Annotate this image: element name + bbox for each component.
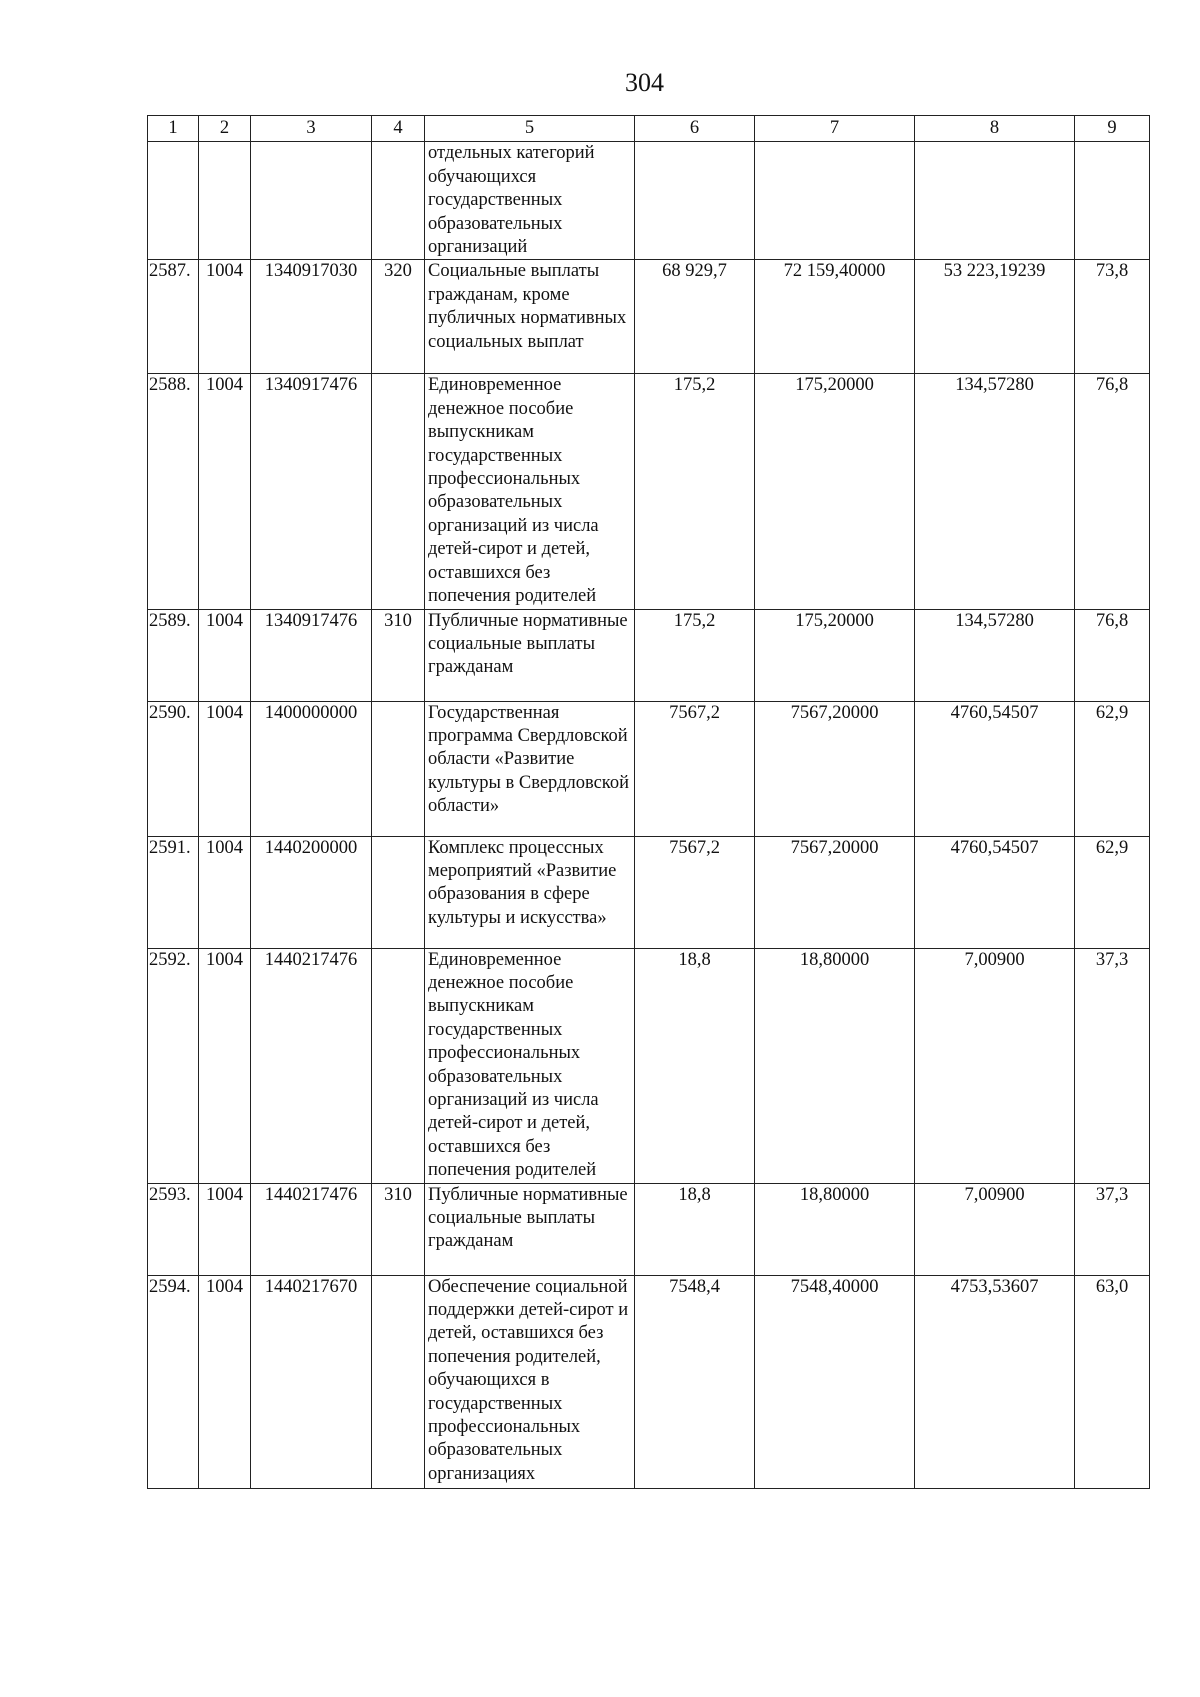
target-code-cell: 1440217476 [251, 1183, 372, 1275]
percent-executed-cell: 76,8 [1075, 609, 1150, 701]
item-name-cell: Публичные нормативные социальные выплаты гражданам [425, 1183, 635, 1275]
percent-executed-cell: 73,8 [1075, 260, 1150, 374]
item-name-cell: Обеспечение социальной поддержки детей-сирот и детей, оставшихся без попечения родителей, обучающихся в государственных профессиональных образовательных организациях [425, 1275, 635, 1488]
table-row [148, 1275, 1150, 1488]
expense-kind-cell: 310 [372, 609, 425, 701]
plan-amount-cell: 18,8 [635, 1183, 755, 1275]
section-code-cell: 1004 [199, 1275, 251, 1488]
table-row [148, 948, 1150, 1183]
executed-amount-cell: 4753,53607 [915, 1275, 1075, 1488]
row-number-cell: 2590. [148, 701, 199, 836]
expense-kind-cell: 320 [372, 260, 425, 374]
plan-amount-cell: 68 929,7 [635, 260, 755, 374]
row-number-cell: 2591. [148, 836, 199, 948]
item-name-cell: Государственная программа Свердловской области «Развитие культуры в Свердловской области» [425, 701, 635, 836]
target-code-cell: 1440217476 [251, 948, 372, 1183]
section-code-cell: 1004 [199, 948, 251, 1183]
executed-amount-cell: 134,57280 [915, 609, 1075, 701]
percent-executed-cell: 37,3 [1075, 948, 1150, 1183]
row-number-cell [148, 142, 199, 260]
target-code-cell: 1400000000 [251, 701, 372, 836]
table-row [148, 260, 1150, 374]
approved-amount-cell: 18,80000 [755, 948, 915, 1183]
item-name-cell: Единовременное денежное пособие выпускникам государственных профессиональных образовательных организаций из числа детей-сирот и детей, оставшихся без попечения родителей [425, 374, 635, 609]
approved-amount-cell: 7567,20000 [755, 701, 915, 836]
executed-amount-cell: 53 223,19239 [915, 260, 1075, 374]
expense-kind-cell [372, 374, 425, 609]
approved-amount-cell: 175,20000 [755, 609, 915, 701]
section-code-cell: 1004 [199, 701, 251, 836]
plan-amount-cell: 7567,2 [635, 701, 755, 836]
column-header: 2 [199, 116, 251, 142]
approved-amount-cell: 7548,40000 [755, 1275, 915, 1488]
row-number-cell: 2588. [148, 374, 199, 609]
plan-amount-cell: 175,2 [635, 374, 755, 609]
executed-amount-cell: 7,00900 [915, 948, 1075, 1183]
item-name-cell: Единовременное денежное пособие выпускникам государственных профессиональных образовательных организаций из числа детей-сирот и детей, оставшихся без попечения родителей [425, 948, 635, 1183]
plan-amount-cell: 18,8 [635, 948, 755, 1183]
row-number-cell: 2592. [148, 948, 199, 1183]
row-number-cell: 2589. [148, 609, 199, 701]
column-header: 3 [251, 116, 372, 142]
percent-executed-cell: 37,3 [1075, 1183, 1150, 1275]
plan-amount-cell: 7548,4 [635, 1275, 755, 1488]
target-code-cell: 1440217670 [251, 1275, 372, 1488]
section-code-cell: 1004 [199, 260, 251, 374]
row-number-cell: 2593. [148, 1183, 199, 1275]
percent-executed-cell: 63,0 [1075, 1275, 1150, 1488]
approved-amount-cell [755, 142, 915, 260]
row-number-cell: 2594. [148, 1275, 199, 1488]
percent-executed-cell: 76,8 [1075, 374, 1150, 609]
expense-kind-cell [372, 948, 425, 1183]
executed-amount-cell: 134,57280 [915, 374, 1075, 609]
column-header: 8 [915, 116, 1075, 142]
expense-kind-cell [372, 701, 425, 836]
column-header: 9 [1075, 116, 1150, 142]
approved-amount-cell: 7567,20000 [755, 836, 915, 948]
target-code-cell [251, 142, 372, 260]
plan-amount-cell: 175,2 [635, 609, 755, 701]
table-row [148, 1183, 1150, 1275]
target-code-cell: 1340917476 [251, 374, 372, 609]
item-name-cell: Социальные выплаты гражданам, кроме публичных нормативных социальных выплат [425, 260, 635, 374]
approved-amount-cell: 175,20000 [755, 374, 915, 609]
section-code-cell: 1004 [199, 609, 251, 701]
table-body [148, 142, 1150, 1488]
executed-amount-cell: 4760,54507 [915, 836, 1075, 948]
target-code-cell: 1340917030 [251, 260, 372, 374]
table-row [148, 374, 1150, 609]
percent-executed-cell: 62,9 [1075, 836, 1150, 948]
budget-table [147, 115, 1150, 1489]
table-row [148, 609, 1150, 701]
executed-amount-cell: 4760,54507 [915, 701, 1075, 836]
percent-executed-cell [1075, 142, 1150, 260]
target-code-cell: 1340917476 [251, 609, 372, 701]
section-code-cell: 1004 [199, 374, 251, 609]
table-row [148, 142, 1150, 260]
row-number-cell: 2587. [148, 260, 199, 374]
table-row [148, 701, 1150, 836]
column-header: 6 [635, 116, 755, 142]
expense-kind-cell: 310 [372, 1183, 425, 1275]
target-code-cell: 1440200000 [251, 836, 372, 948]
table-row [148, 836, 1150, 948]
table-header-row [148, 116, 1150, 142]
executed-amount-cell: 7,00900 [915, 1183, 1075, 1275]
executed-amount-cell [915, 142, 1075, 260]
item-name-cell: Комплекс процессных мероприятий «Развитие образования в сфере культуры и искусства» [425, 836, 635, 948]
page-number: 304 [625, 68, 664, 97]
section-code-cell: 1004 [199, 836, 251, 948]
approved-amount-cell: 18,80000 [755, 1183, 915, 1275]
column-header: 4 [372, 116, 425, 142]
expense-kind-cell [372, 1275, 425, 1488]
percent-executed-cell: 62,9 [1075, 701, 1150, 836]
section-code-cell [199, 142, 251, 260]
column-header: 1 [148, 116, 199, 142]
section-code-cell: 1004 [199, 1183, 251, 1275]
plan-amount-cell [635, 142, 755, 260]
plan-amount-cell: 7567,2 [635, 836, 755, 948]
item-name-cell: отдельных категорий обучающихся государственных образовательных организаций [425, 142, 635, 260]
approved-amount-cell: 72 159,40000 [755, 260, 915, 374]
expense-kind-cell [372, 836, 425, 948]
column-header: 5 [425, 116, 635, 142]
expense-kind-cell [372, 142, 425, 260]
column-header: 7 [755, 116, 915, 142]
item-name-cell: Публичные нормативные социальные выплаты гражданам [425, 609, 635, 701]
